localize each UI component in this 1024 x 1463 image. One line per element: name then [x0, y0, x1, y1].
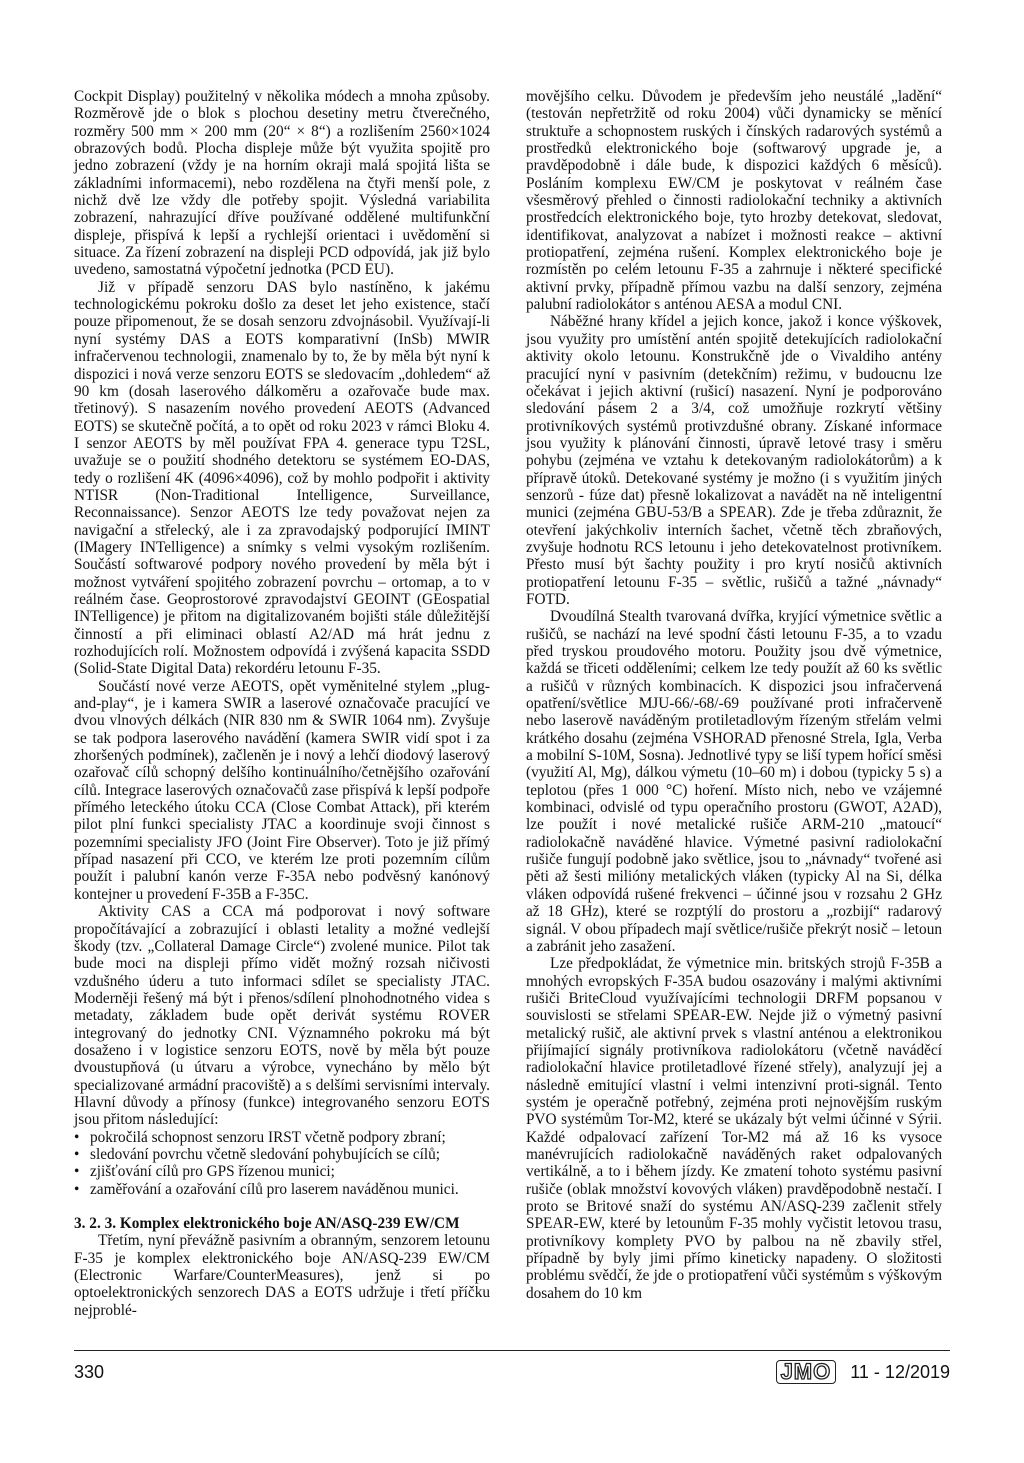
list-item [74, 1129, 490, 1146]
bullet-icon: • [74, 1180, 80, 1198]
list-item [74, 1163, 490, 1180]
paragraph: Lze předpokládat, že výmetnice min. britských strojů F-35B a mnohých evropských F-35A budou osazovány i malými aktivními rušiči BriteCloud využívajícími technologii DRFM popsanou v souvislosti se střelami SPEAR-EW. Nejde již o výmetný pasivní metalický rušič, ale aktivní prvek s vlastní anténou a elektronikou přijímající signály protivníkova radiolokátoru (včetně naváděcí radiolokační hlavice protiletadlové řízené střely), analyzují jej a následně emitující vlastní i velmi intenzivní proti-signál. Tento systém je operačně potřebný, zejména proti nejnovějším ruským PVO systémům Tor-M2, které se ukázaly být velmi účinné v Sýrii. Každé odpalovací zařízení Tor-M2 má až 16 ks vysoce manévrujících radiolokačně naváděných raket odpalovaných vertikálně, a to i během jízdy. Ke zmatení tohoto systému pasivní rušiče (oblak množství kovových vláken) pravděpodobně nestačí. I proto se Britové snaží do systému AN/ASQ-239 začlenit střely SPEAR-EW, které by letounům F-35 mohly vyčistit letovou trasu, protivníkovy komplety PVO by palbou na ně zbavily střel, případně by byly jimi přímo kineticky napadeny. O složitosti problému svědčí, že jde o protiopatření vůči systémům s výškovým dosahem do 10 km [526, 955, 942, 1302]
paragraph: Již v případě senzoru DAS bylo nastíněno, k jakému technologickému pokroku došlo za deset let jeho existence, stačí pouze připomenout, že se dosah senzoru zdvojnásobil. Využívají-li nyní systémy DAS a EOTS komparativní (InSb) MWIR infračervenou technologii, znamenalo by to, že by měla být nyní k dispozici i nová verze senzoru EOTS se sledovacím „dohledem“ až 90 km (dosah laserového dálkoměru a ozařovače bude max. třetinový). S nasazením nového provedení AEOTS (Advanced EOTS) se skutečně počítá, a to opět od roku 2023 v rámci Bloku 4. I senzor AEOTS by měl používat FPA 4. generace typu T2SL, uvažuje se o použití shodného detektoru se systémem EO-DAS, tedy o rozlišení 4K (4096×4096), což by mohlo podpořit i aktivity NTISR (Non-Traditional Intelligence, Surveillance, Reconnaissance). Senzor AEOTS lze tedy považovat nejen za navigační a střelecký, ale i za zpravodajský podporující IMINT (IMagery INTelligence) a snímky s velmi vysokým rozlišením. Součástí softwarové podpory nového provedení by měla být i možnost vytváření spojitého zobrazení povrchu – ortomap, a to v reálném čase. Geoprostorové zpravodajství GEOINT (GEospatial INTelligence) je přitom na digitalizovaném bojišti stále důležitější činností a při eliminaci oblastí A2/AD má hrát jednu z rozhodujících rolí. Možnostem odpovídá i zvýšená kapacita SSDD (Solid-State Digital Data) rekordéru letounu F-35. [74, 278, 490, 678]
left-column [74, 88, 490, 1340]
list-item-text: sledování povrchu včetně sledování pohybujících se cílů; [90, 1145, 441, 1163]
bullet-icon: • [74, 1145, 80, 1163]
article-body [74, 88, 950, 1340]
list-item-text: zjišťování cílů pro GPS řízenou munici; [90, 1163, 335, 1181]
bullet-list [74, 1129, 490, 1198]
paragraph: Součástí nové verze AEOTS, opět vyměnitelné stylem „plug-and-play“, je i kamera SWIR a laserové označovače pracující ve dvou vlnových délkách (NIR 830 nm & SWIR 1064 nm). Zvyšuje se tak podpora laserového navádění (kamera SWIR vidí spot i za zhoršených podmínek), začleněn je i nový a lehčí diodový laserový ozařovač cílů schopný delšího kontinuálního/četnějšího ozařování cílů. Integrace laserových označovačů zase přispívá k lepší podpoře přímého leteckého útoku CCA (Close Combat Attack), při kterém pilot plní funkci specialisty JTAC a koordinuje svoji činnost s pozemními specialisty JFO (Joint Fire Observer). Toto je již přímý případ nasazení při CCO, ve kterém lze proti pozemním cílům použít i palubní kanón verze F-35A nebo podvěsný kanónový kontejner u provedení F-35B a F-35C. [74, 677, 490, 903]
paragraph: Cockpit Display) použitelný v několika módech a mnoha způsoby. Rozměrově jde o blok s plochou desetiny metru čtverečného, rozměry 500 mm × 200 mm (20“ × 8“) a rozlišením 2560×1024 obrazových bodů. Plocha displeje může být využita spojitě pro jedno zobrazení (vždy je na horním okraji malá spojitá lišta se základními informacemi), nebo rozdělena na čtyři menší pole, z nichž dvě lze vždy dle potřeby spojit. Výsledná variabilita zobrazení, nahrazující dříve používané oddělené multifunkční displeje, přispívá k lepší a rychlejší orientaci i uvědomění si situace. Za řízení zobrazení na displeji PCD odpovídá, jak již bylo uvedeno, samostatná výpočetní jednotka (PCD EU). [74, 88, 490, 279]
list-item [74, 1146, 490, 1163]
issue-number: 11 - 12/2019 [850, 1361, 950, 1382]
paragraph: Dvoudílná Stealth tvarovaná dvířka, kryjící výmetnice světlic a rušičů, se nachází na levé spodní části letounu F-35, a to vzadu před tryskou proudového motoru. Použity jsou dvě výmetnice, každá se třiceti odděleními; celkem lze tedy použít až 60 ks světlic a rušičů v různých kombinacích. K dispozici jsou infračervená opatření/světlice MJU-66/-68/-69 používané proti infračerveně nebo laserově naváděným protiletadlovým řízeným střelám velmi krátkého dosahu (zejména VSHORAD přenosné Strela, Igla, Verba a mobilní S-10M, Sosna). Jednotlivé typy se liší typem hořící směsi (využití Al, Mg), dálkou výmetu (10–60 m) i dobou (typicky 5 s) a teplotou (přes 1 000 °C) hoření. Místo nich, nebo ve vzájemné kombinaci, odvislé od typu operačního prostoru (GWOT, A2AD), lze použít i nové metalické rušiče ARM-210 „matoucí“ radiolokačně naváděné hlavice. Výmetné pasivní radiolokační rušiče fungují podobně jako světlice, jsou to „návnady“ tvořené asi pěti až šesti milióny metalických vláken (typicky Al na Si, délka vláken odpovídá rušené frekvenci – účinné jsou v rozsahu 2 GHz až 18 GHz), které se rozptýlí do prostoru a „rozbijí“ radarový signál. V obou případech mají světlice/rušiče překrýt nosič – letoun a zabránit jeho zasažení. [526, 608, 942, 955]
paragraph: Třetím, nyní převážně pasivním a obranným, senzorem letounu F-35 je komplex elektronického boje AN/ASQ-239 EW/CM (Electronic Warfare/CounterMeasures), jenž si po optoelektronických senzorech DAS a EOTS udržuje i třetí příčku nejproblé- [74, 1232, 490, 1319]
bullet-icon: • [74, 1163, 80, 1181]
list-item-text: pokročilá schopnost senzoru IRST včetně podpory zbraní; [90, 1128, 446, 1146]
list-item [74, 1181, 490, 1198]
paragraph: Náběžné hrany křídel a jejich konce, jakož i konce výškovek, jsou využity pro umístění antén spojitě detekujících radiolokační aktivity okolo letounu. Konstrukčně jde o Vivaldiho antény pracující nyní v pasivním (detekčním) režimu, v budoucnu lze očekávat i jejich aktivní (rušicí) nasazení. Nyní je podporováno sledování pásem 2 a 3/4, což umožňuje rozkrytí většiny protivníkových systémů protivzdušné obrany. Získané informace jsou využity k plánování činnosti, úpravě letové trasy i směru pohybu (zejména ve vztahu k detekovaným radiolokátorům) a k přípravě útoků. Detekované systémy je možno (i s využitím jiných senzorů - fúze dat) přesně lokalizovat a navádět na ně inteligentní munici (zejména GBU-53/B a SPEAR). Zde je třeba zdůraznit, že otevření jakýchkoliv interních šachet, včetně těch zbraňových, zvyšuje hodnotu RCS letounu i jeho detekovatelnost protivníkem. Přesto musí být šachty použity i pro krytí nosičů aktivních protiopatření letounu F-35 – světlic, rušičů a tažné „návnady“ FOTD. [526, 313, 942, 608]
right-column [526, 88, 942, 1340]
paragraph: Aktivity CAS a CCA má podporovat i nový software propočítávající a zobrazující i oblasti letality a možné vedlejší škody (tzv. „Collateral Damage Circle“) zvolené munice. Pilot tak bude moci na displeji přímo vidět možný rozsah ničivosti vzdušného úderu a tuto informaci sdílet se specialisty JTAC. Moderněji řešený má být i přenos/sdílení plnohodnotného videa s metadaty, základem bude opět derivát systému ROVER integrovaný do jednotky CNI. Významného pokroku má být dosaženo i v logistice senzoru EOTS, nově by měla být pouze dvoustupňová (u útvaru a výrobce, vynecháno by mělo být specializované armádní pracoviště) a s delšími servisními intervaly. Hlavní důvody a přínosy (funkce) integrovaného senzoru EOTS jsou přitom následující: [74, 903, 490, 1129]
list-item-text: zaměřování a ozařování cílů pro laserem naváděnou munici. [90, 1180, 459, 1198]
footer-publication [776, 1360, 950, 1384]
magazine-logo: JMO [776, 1360, 837, 1384]
bullet-icon: • [74, 1128, 80, 1146]
paragraph: movějšího celku. Důvodem je především jeho neustálé „ladění“ (testován nepřetržitě od roku 2004) vůči dynamicky se měnící struktuře a schopnostem ruských i čínských radarových systémů a prostředků elektronického boje (softwarový upgrade je, a pravděpodobně i dále bude, k dispozici každých 6 měsíců). Posláním komplexu EW/CM je poskytovat v reálném čase všesměrový přehled o činnosti radiolokační techniky a aktivních prostředcích elektronického boje, tyto hrozby detekovat, sledovat, identifikovat, analyzovat a nabízet i možnosti reakce – aktivní protiopatření, zejména rušení. Komplex elektronického boje je rozmístěn po celém letounu F-35 a zahrnuje i některé specifické aktivní prvky, případně přímou vazbu na další senzory, zejména palubní radiolokátor s anténou AESA a modul CNI. [526, 88, 942, 314]
footer-divider [74, 1350, 950, 1351]
page-footer [74, 1360, 950, 1388]
section-heading: 3. 2. 3. Komplex elektronického boje AN/ASQ-239 EW/CM [74, 1215, 460, 1232]
page-number: 330 [74, 1362, 105, 1382]
